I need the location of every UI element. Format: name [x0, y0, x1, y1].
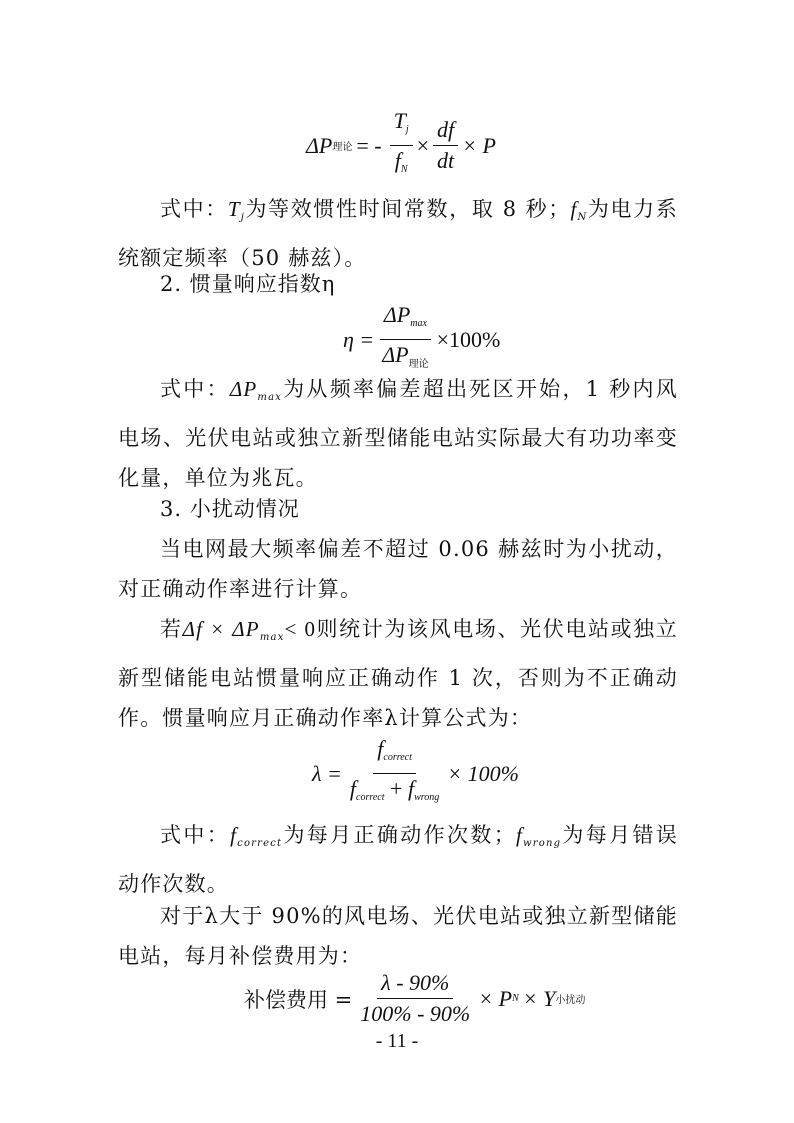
formula3-lhs: λ =	[312, 760, 342, 786]
formula4-frac: $\frac{\lambda - 90\%}{100\% - 90\%}$	[360, 970, 471, 1026]
formula1-frac2: $\frac{df}{dt}$	[433, 117, 458, 174]
formula-correct-rate	[312, 736, 519, 811]
formula1-times1: ×	[416, 132, 430, 158]
paragraph-small-disturbance: 当电网最大频率偏差不超过 0.06 赫兹时为小扰动，对正确动作率进行计算。	[118, 537, 678, 601]
paragraph-definitions-1: 式中：$T_j$为等效惯性时间常数，取 8 秒；$f_N$为电力系统额定频率（50 赫兹）。	[118, 197, 678, 270]
formula2-rhs: ×100%	[436, 327, 501, 352]
formula1-lhs-sub: 理论	[332, 142, 353, 153]
formula3-frac: $\frac{f_{correct}}{f_{correct} + f_{wrong}}$	[349, 736, 440, 803]
formula-inertia-index	[343, 302, 500, 378]
formula4-lhs: 补偿费用 =	[244, 987, 353, 1012]
formula-compensation-fee: 补偿费用 = $\frac{\lambda - 90\%}{100\% - 90\%}$ × P N × Y 小扰动	[244, 970, 586, 1026]
heading-small-disturbance: 3. 小扰动情况	[160, 497, 300, 521]
paragraph-definitions-2: 式中：$\Delta P_{max}$为从频率偏差超出死区开始，1 秒内风电场、光伏电站或独立新型储能电站实际最大有功功率变化量，单位为兆瓦。	[118, 377, 678, 490]
formula1-lhs: ΔP	[306, 132, 333, 158]
paragraph-definitions-3: 式中：$f_{correct}$为每月正确动作次数；$f_{wrong}$为每月错误动作次数。	[118, 823, 679, 896]
formula1-frac1: $\frac{T_j}{f_N}$	[390, 108, 413, 183]
formula2-lhs: η =	[343, 327, 375, 352]
formula2-frac: $\frac{\Delta P_{max}}{\Delta P_{理论}}$	[378, 302, 432, 378]
formula1-times2: × P	[462, 132, 496, 158]
page-number: - 11 -	[375, 1030, 419, 1052]
heading-inertia-index: 2. 惯量响应指数η	[160, 272, 336, 296]
paragraph-compensation: 对于λ大于 90%的风电场、光伏电站或独立新型储能电站，每月补偿费用为：	[118, 904, 678, 968]
paragraph-correct-action: 若$\Delta f \times \Delta P_{max}< 0$则统计为该风电场、光伏电站或独立新型储能电站惯量响应正确动作 1 次，否则为不正确动作。惯量响应月正确动作率λ计算公式为：	[118, 617, 678, 730]
formula1-eq: = -	[356, 132, 382, 158]
formula-theoretical-power	[306, 108, 496, 183]
formula3-rhs: × 100%	[447, 760, 519, 786]
